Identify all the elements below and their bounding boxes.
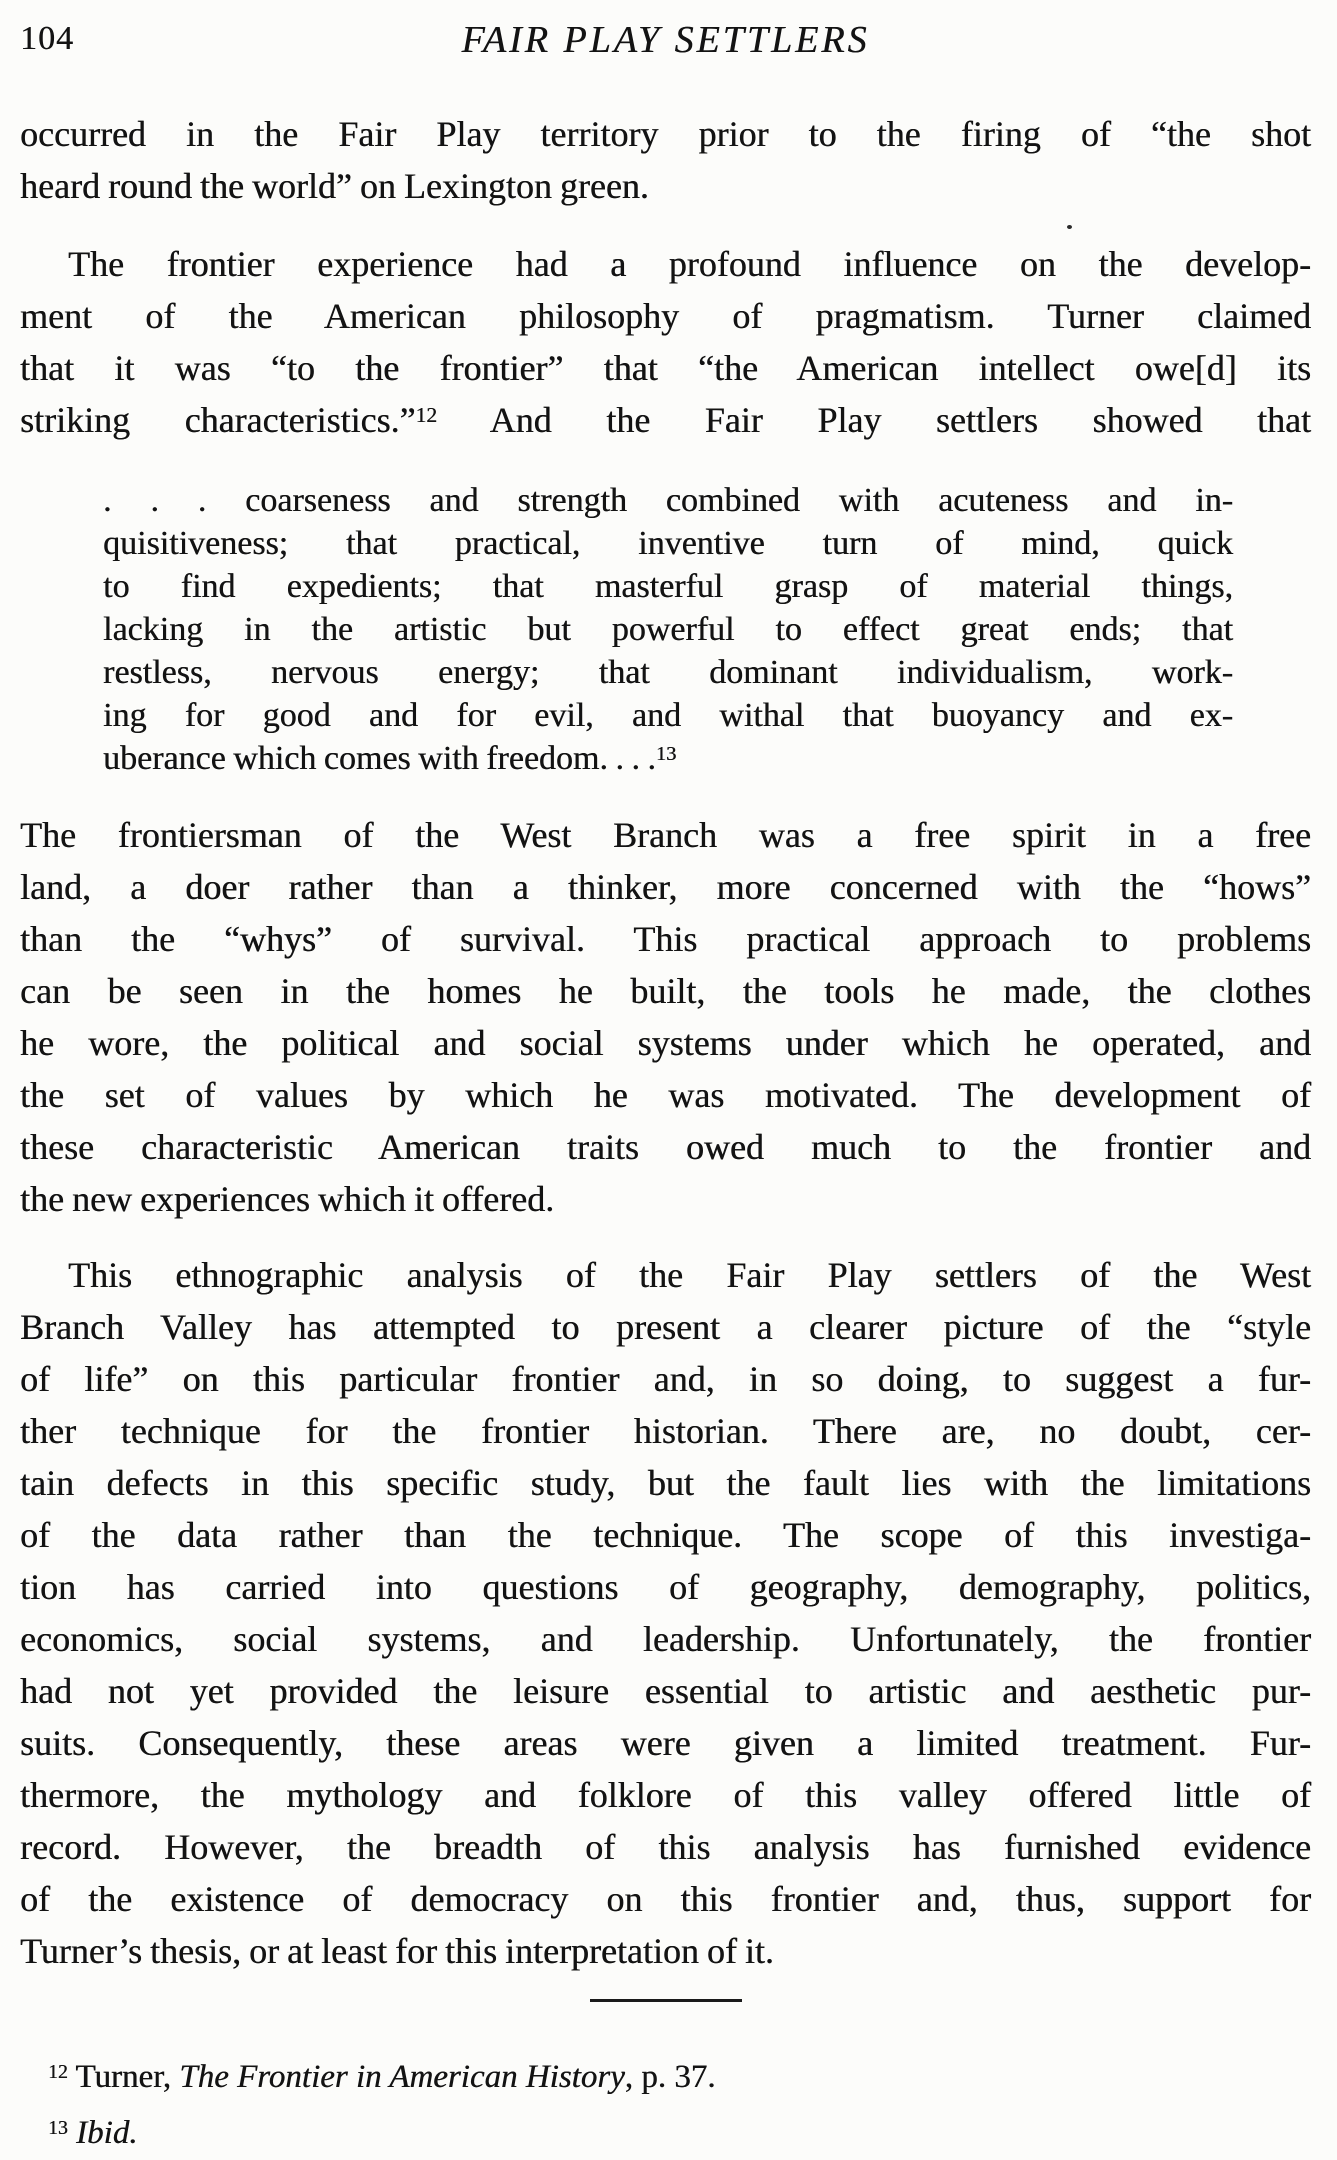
footnote-marker-13: 13 xyxy=(655,742,677,765)
text-line: Branch Valley has attempted to present a clearer picture of the “style xyxy=(20,1307,1311,1347)
text-line: economics, social systems, and leadership. Unfortunately, the frontier xyxy=(20,1619,1311,1659)
text-line: than the “whys” of survival. This practical approach to problems xyxy=(20,919,1311,959)
paragraph-continued xyxy=(20,108,1311,212)
paragraph-frontiersman xyxy=(20,809,1311,1225)
text-line: tion has carried into questions of geography, demography, politics, xyxy=(20,1567,1311,1607)
text-segment: Turner, xyxy=(67,2059,180,2095)
text-segment: uberance which comes with freedom. . . . xyxy=(103,740,656,777)
quote-line: . . . coarseness and strength combined with acuteness and in- xyxy=(103,482,1233,519)
text-line: The frontier experience had a profound influence on the develop- xyxy=(68,244,1311,284)
text-line: ment of the American philosophy of pragmatism. Turner claimed xyxy=(20,296,1311,336)
text-line: heard round the world” on Lexington green. xyxy=(20,166,649,206)
text-segment: striking characteristics.” xyxy=(20,400,416,440)
text-line: ther technique for the frontier historian. There are, no doubt, cer- xyxy=(20,1411,1311,1451)
text-line: of life” on this particular frontier and, in so doing, to suggest a fur- xyxy=(20,1359,1311,1399)
page-number: 104 xyxy=(20,20,74,57)
text-line xyxy=(20,394,1311,451)
text-line: had not yet provided the leisure essential to artistic and aesthetic pur- xyxy=(20,1671,1311,1711)
text-line: can be seen in the homes he built, the tools he made, the clothes xyxy=(20,971,1311,1011)
footnotes xyxy=(20,2054,1311,2160)
text-line: land, a doer rather than a thinker, more concerned with the “hows” xyxy=(20,867,1311,907)
quote-line xyxy=(103,737,1233,785)
page-body xyxy=(20,108,1311,2160)
quote-line: ing for good and for evil, and withal that buoyancy and ex- xyxy=(103,697,1233,734)
paragraph-frontier-experience xyxy=(20,238,1311,451)
text-line: tain defects in this specific study, but the fault lies with the limitations xyxy=(20,1463,1311,1503)
text-line: the new experiences which it offered. xyxy=(20,1179,555,1219)
text-line: occurred in the Fair Play territory prior to the firing of “the shot xyxy=(20,114,1311,154)
paragraph-ethnographic-analysis xyxy=(20,1249,1311,1977)
text-line: This ethnographic analysis of the Fair Play settlers of the West xyxy=(68,1255,1311,1295)
footnote-marker-12: 12 xyxy=(415,403,438,428)
text-line: The frontiersman of the West Branch was a free spirit in a free xyxy=(20,815,1311,855)
block-quote xyxy=(103,479,1233,785)
quote-line: restless, nervous energy; that dominant individualism, work- xyxy=(103,654,1233,691)
footnote-12 xyxy=(20,2054,1311,2104)
text-line: that it was “to the frontier” that “the American intellect owe[d] its xyxy=(20,348,1311,388)
text-segment: , p. 37. xyxy=(624,2059,716,2095)
quote-line: quisitiveness; that practical, inventive turn of mind, quick xyxy=(103,525,1233,562)
text-segment: And the Fair Play settlers showed that xyxy=(437,400,1311,440)
text-line: the set of values by which he was motivated. The development of xyxy=(20,1075,1311,1115)
running-title: FAIR PLAY SETTLERS xyxy=(461,19,870,61)
text-line: of the existence of democracy on this frontier and, thus, support for xyxy=(20,1879,1311,1919)
footnote-13 xyxy=(20,2110,1311,2160)
scan-artifact-dot xyxy=(1067,225,1072,229)
text-line: these characteristic American traits owed much to the frontier and xyxy=(20,1127,1311,1167)
text-line: of the data rather than the technique. The scope of this investiga- xyxy=(20,1515,1311,1555)
text-line: Turner’s thesis, or at least for this interpretation of it. xyxy=(20,1931,774,1971)
text-line: he wore, the political and social systems under which he operated, and xyxy=(20,1023,1311,1063)
book-title: The Frontier in American History xyxy=(179,2059,625,2095)
page-header xyxy=(20,18,1311,72)
quote-line: to find expedients; that masterful grasp of material things, xyxy=(103,568,1233,605)
footnote-marker-12: 12 xyxy=(48,2061,68,2084)
text-line: thermore, the mythology and folklore of this valley offered little of xyxy=(20,1775,1311,1815)
quote-line: lacking in the artistic but powerful to effect great ends; that xyxy=(103,611,1233,648)
footnote-separator-rule xyxy=(590,1999,742,2002)
text-line: record. However, the breadth of this analysis has furnished evidence xyxy=(20,1827,1311,1867)
ibid-reference: Ibid. xyxy=(67,2115,138,2151)
text-line: suits. Consequently, these areas were given a limited treatment. Fur- xyxy=(20,1723,1311,1763)
footnote-marker-13: 13 xyxy=(48,2117,68,2140)
